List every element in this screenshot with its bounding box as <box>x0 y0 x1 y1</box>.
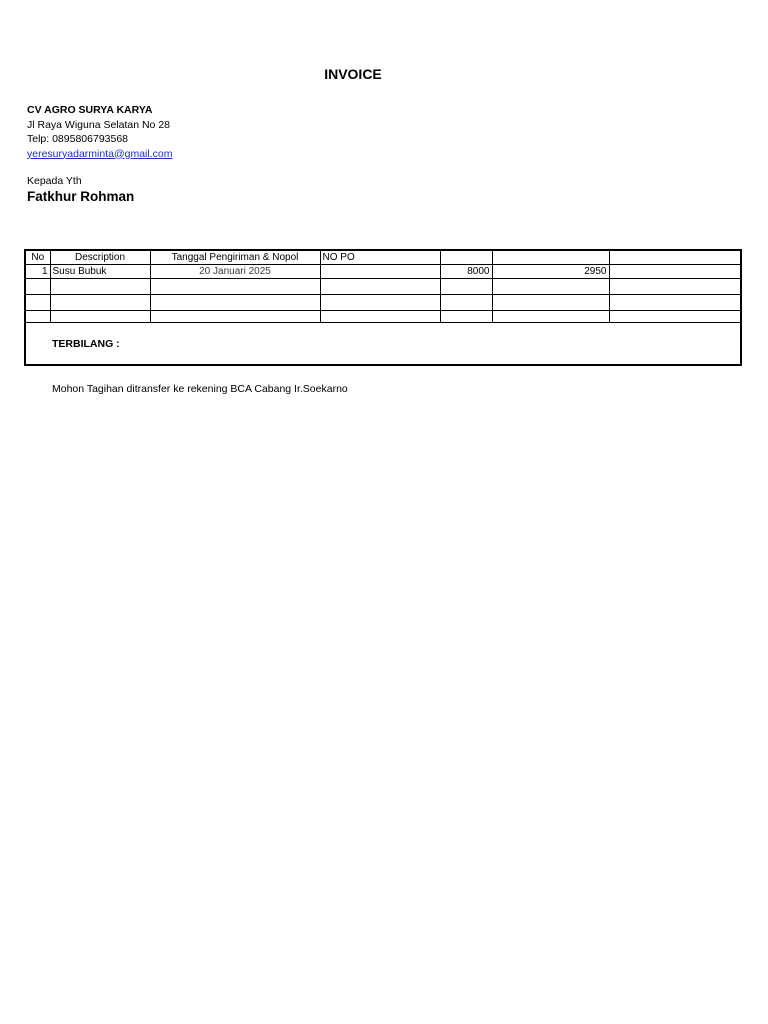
invoice-title: INVOICE <box>324 66 382 82</box>
table-header-row <box>25 250 741 265</box>
header-no-po: NO PO <box>320 250 440 265</box>
table-row-empty <box>25 279 741 295</box>
cell-date: 20 Januari 2025 <box>150 265 320 279</box>
header-no: No <box>25 250 50 265</box>
header-col5 <box>440 250 492 265</box>
cell-price: 2950 <box>492 265 609 279</box>
terbilang-row <box>25 323 741 366</box>
invoice-table <box>24 249 742 366</box>
cell-no: 1 <box>25 265 50 279</box>
recipient-block <box>27 174 134 206</box>
header-col6 <box>492 250 609 265</box>
header-col7 <box>609 250 741 265</box>
table-row-empty <box>25 311 741 323</box>
cell-po <box>320 265 440 279</box>
recipient-label: Kepada Yth <box>27 175 82 187</box>
cell-total <box>609 265 741 279</box>
cell-description: Susu Bubuk <box>50 265 150 279</box>
company-email-link[interactable]: yeresuryadarminta@gmail.com <box>27 147 173 160</box>
terbilang-label: TERBILANG : <box>25 323 741 366</box>
cell-quantity: 8000 <box>440 265 492 279</box>
payment-note: Mohon Tagihan ditransfer ke rekening BCA Cabang Ir.Soekarno <box>52 383 348 395</box>
table-row-empty <box>25 295 741 311</box>
company-name: CV AGRO SURYA KARYA <box>27 104 153 116</box>
company-phone: Telp: 0895806793568 <box>27 133 129 145</box>
table-row <box>25 265 741 279</box>
company-address: Jl Raya Wiguna Selatan No 28 <box>27 118 170 131</box>
recipient-name: Fatkhur Rohman <box>27 189 135 204</box>
header-date-nopol: Tanggal Pengiriman & Nopol <box>150 250 320 265</box>
header-description: Description <box>50 250 150 265</box>
company-info <box>27 103 172 161</box>
